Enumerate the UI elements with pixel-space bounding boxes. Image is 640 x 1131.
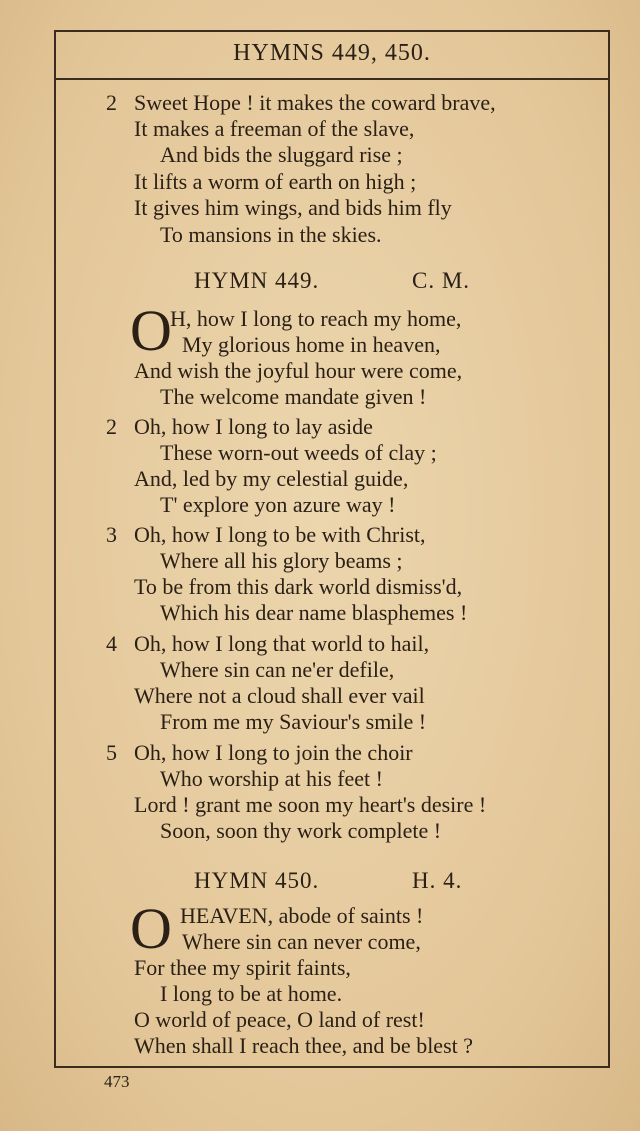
verse-line: When shall I reach thee, and be blest ? bbox=[134, 1033, 474, 1058]
verse-line: O world of peace, O land of rest! bbox=[134, 1007, 425, 1032]
verse-line: H, how I long to reach my home, bbox=[170, 306, 462, 331]
verse-line: And, led by my celestial guide, bbox=[134, 466, 409, 491]
verse-line: Oh, how I long to lay aside bbox=[134, 414, 373, 439]
verse-line: Oh, how I long that world to hail, bbox=[134, 631, 430, 656]
verse-line: It lifts a worm of earth on high ; bbox=[134, 169, 417, 194]
drop-cap: O bbox=[130, 896, 172, 961]
verse-number: 3 bbox=[106, 522, 117, 547]
verse-line: Where not a cloud shall ever vail bbox=[134, 683, 425, 708]
verse-line: HEAVEN, abode of saints ! bbox=[180, 903, 424, 928]
hymn-meter: C. M. bbox=[412, 268, 471, 293]
verse-line: And bids the sluggard rise ; bbox=[160, 142, 403, 167]
verse-line: It gives him wings, and bids him fly bbox=[134, 195, 452, 220]
verse-line: Oh, how I long to join the choir bbox=[134, 740, 413, 765]
verse-line: Where sin can ne'er defile, bbox=[160, 657, 395, 682]
verse-line: Oh, how I long to be with Christ, bbox=[134, 522, 426, 547]
hymn-title: HYMN 450. bbox=[194, 868, 320, 893]
verse-number: 2 bbox=[106, 414, 117, 439]
verse-line: I long to be at home. bbox=[160, 981, 343, 1006]
verse-line: Lord ! grant me soon my heart's desire ! bbox=[134, 792, 487, 817]
verse-line: Where sin can never come, bbox=[182, 929, 421, 954]
verse-number: 5 bbox=[106, 740, 117, 765]
verse-line: From me my Saviour's smile ! bbox=[160, 709, 427, 734]
verse-line: The welcome mandate given ! bbox=[160, 384, 427, 409]
header-rule bbox=[54, 78, 610, 80]
verse-line: And wish the joyful hour were come, bbox=[134, 358, 463, 383]
verse-number: 2 bbox=[106, 90, 117, 115]
page-number: 473 bbox=[104, 1072, 130, 1091]
verse-line: My glorious home in heaven, bbox=[182, 332, 441, 357]
verse-line: To mansions in the skies. bbox=[160, 222, 382, 247]
hymn-title: HYMN 449. bbox=[194, 268, 320, 293]
verse-line: These worn-out weeds of clay ; bbox=[160, 440, 437, 465]
verse-line: Which his dear name blasphemes ! bbox=[160, 600, 468, 625]
verse-line: It makes a freeman of the slave, bbox=[134, 116, 415, 141]
verse-line: Soon, soon thy work complete ! bbox=[160, 818, 442, 843]
verse-line: For thee my spirit faints, bbox=[134, 955, 351, 980]
verse-number: 4 bbox=[106, 631, 117, 656]
verse-line: Who worship at his feet ! bbox=[160, 766, 383, 791]
drop-cap: O bbox=[130, 298, 172, 363]
running-header: HYMNS 449, 450. bbox=[233, 40, 431, 66]
hymn-meter: H. 4. bbox=[412, 868, 463, 893]
verse-line: To be from this dark world dismiss'd, bbox=[134, 574, 463, 599]
verse-line: T' explore yon azure way ! bbox=[160, 492, 396, 517]
verse-line: Where all his glory beams ; bbox=[160, 548, 403, 573]
verse-line: Sweet Hope ! it makes the coward brave, bbox=[134, 90, 496, 115]
